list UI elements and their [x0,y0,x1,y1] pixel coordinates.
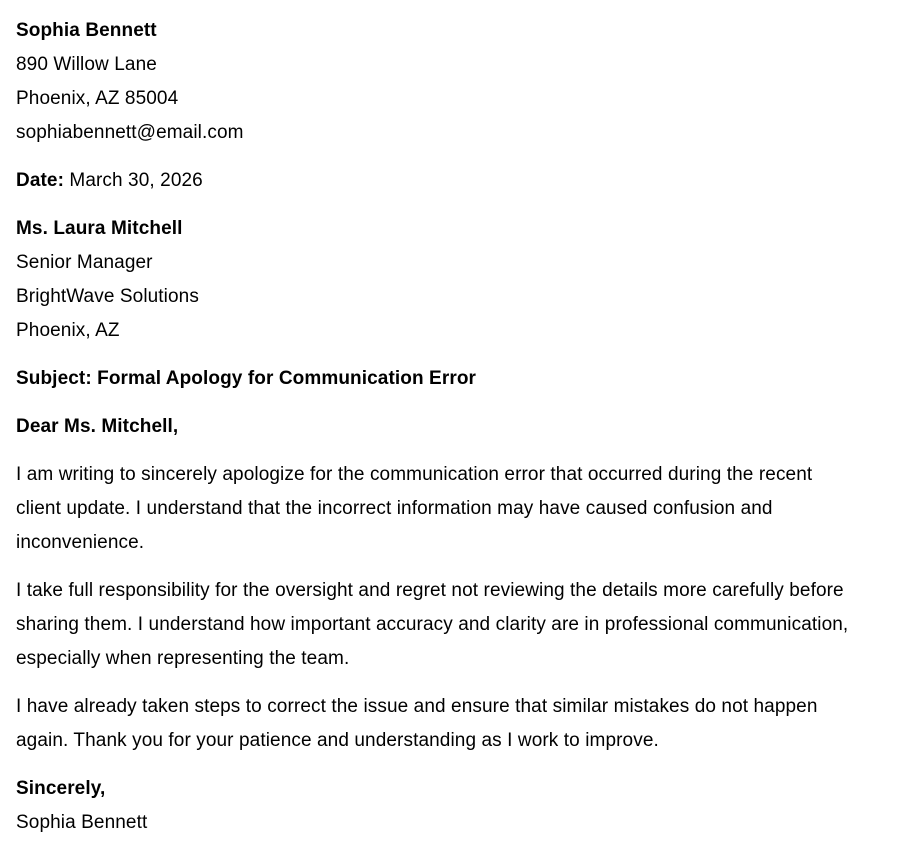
body-paragraph-1: I am writing to sincerely apologize for the communication error that occurred during the recent client update. I understand that the incorrect information may have caused confusion and inconvenience. [16,464,813,553]
recipient-name: Ms. Laura Mitchell [16,218,183,239]
recipient-company: BrightWave Solutions [16,286,199,307]
date-label: Date: [16,170,65,191]
salutation-text: Dear Ms. Mitchell, [16,416,179,437]
sender-address-block [16,14,860,150]
sender-city-state-zip: Phoenix, AZ 85004 [16,88,179,109]
body-paragraph-3: I have already taken steps to correct the issue and ensure that similar mistakes do not happen again. Thank you for your patience and understanding as I work to improve. [16,696,818,751]
closing-block [16,772,860,840]
sender-name: Sophia Bennett [16,20,157,41]
sender-street: 890 Willow Lane [16,54,157,75]
signature-name: Sophia Bennett [16,812,148,833]
sender-email: sophiabennett@email.com [16,122,244,143]
recipient-title: Senior Manager [16,252,153,273]
date-line [16,164,860,198]
salutation [16,410,860,444]
recipient-address-block [16,212,860,348]
subject-line [16,362,860,396]
date-value: March 30, 2026 [64,170,203,191]
recipient-city-state: Phoenix, AZ [16,320,120,341]
subject-text: Subject: Formal Apology for Communication Error [16,368,477,389]
sign-off: Sincerely, [16,778,106,799]
body-paragraph-2: I take full responsibility for the oversight and regret not reviewing the details more carefully before sharing them. I understand how important accuracy and clarity are in professional communication, especially when representing the team. [16,580,849,669]
